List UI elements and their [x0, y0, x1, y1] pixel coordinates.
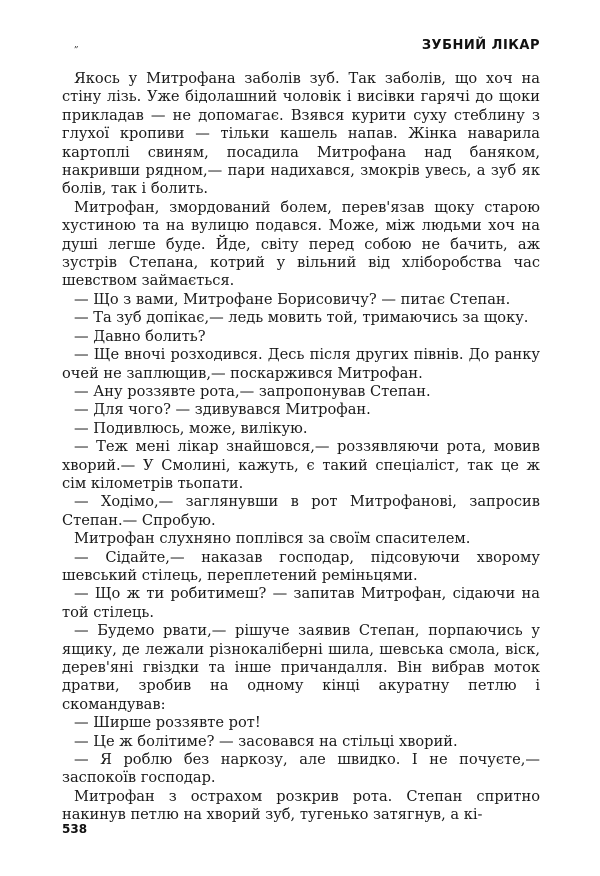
paragraph: — Сідайте,— наказав господар, підсовуючи хворому шевський стілець, переплетений реміньцями.	[62, 548, 540, 584]
paragraph: — Ходімо,— заглянувши в рот Митрофанові, запросив Степан.— Спробую.	[62, 493, 540, 529]
running-title: ЗУБНИЙ ЛІКАР	[421, 38, 540, 53]
paragraph: — Ану роззявте рота,— запропонував Степан.	[74, 382, 431, 400]
paragraph: — Теж мені лікар знайшовся,— роззявляючи рота, мовив хворий.— У Смолині, кажуть, є такий спеціаліст, так це ж сім кілометрів тьопати.	[62, 438, 540, 492]
paragraph: Митрофан з острахом розкрив рота. Степан спритно накинув петлю на хворий зуб, тугенько затягнув, а кі-	[62, 787, 540, 824]
paragraph: Митрофан, змордований болем, перев'язав щоку старою хустиною та на вулицю подався. Може, між людьми хоч на душі легше буде. Йде, світу перед собою не бачить, аж зустрів Степана, котрий у вільний від хліборобства час шевством займається.	[62, 198, 540, 290]
paragraph: — Будемо рвати,— рішуче заявив Степан, порпаючись у ящику, де лежали різнокаліберні шила, шевська смола, віск, дерев'яні гвіздки та інше причандалля. Він вибрав моток дратви, зробив на одному кінці акуратну петлю і скомандував:	[62, 622, 540, 713]
paragraph: — Давно болить?	[74, 327, 206, 345]
corner-mark: „	[74, 40, 79, 50]
paragraph: — Та зуб допікає,— ледь мовить той, тримаючись за щоку.	[74, 309, 529, 327]
body-text	[62, 70, 540, 825]
page-number: 538	[62, 822, 88, 836]
paragraph: — Ще вночі розходився. Десь після других півнів. До ранку очей не заплющив,— поскаржився Митрофан.	[62, 346, 540, 382]
paragraph: — Подивлюсь, може, вилікую.	[74, 419, 308, 437]
paragraph: — Ширше роззявте рот!	[74, 714, 261, 732]
paragraph: Якось у Митрофана заболів зуб. Так заболів, що хоч на стіну лізь. Уже бідолашний чоловік і висівки гарячі до щоки прикладав — не допомагає. Взявся курити суху стеблину з глухої кропиви — тільки кашель напав. Жінка наварила картоплі свиням, посадила Митрофана над баняком, накривши рядном,— пари надихався, змокрів увесь, а зуб як болів, так і болить.	[62, 70, 540, 198]
paragraph: — Що з вами, Митрофане Борисовичу? — питає Степан.	[74, 290, 511, 308]
paragraph: — Це ж болітиме? — засовався на стільці хворий.	[74, 732, 458, 750]
paragraph: — Що ж ти робитимеш? — запитав Митрофан, сідаючи на той стілець.	[62, 585, 540, 621]
paragraph: — Я роблю без наркозу, але швидко. І не почуєте,— заспокоїв господар.	[62, 751, 540, 787]
paragraph: — Для чого? — здивувався Митрофан.	[74, 401, 371, 419]
paragraph: Митрофан слухняно поплівся за своїм спасителем.	[74, 530, 471, 548]
